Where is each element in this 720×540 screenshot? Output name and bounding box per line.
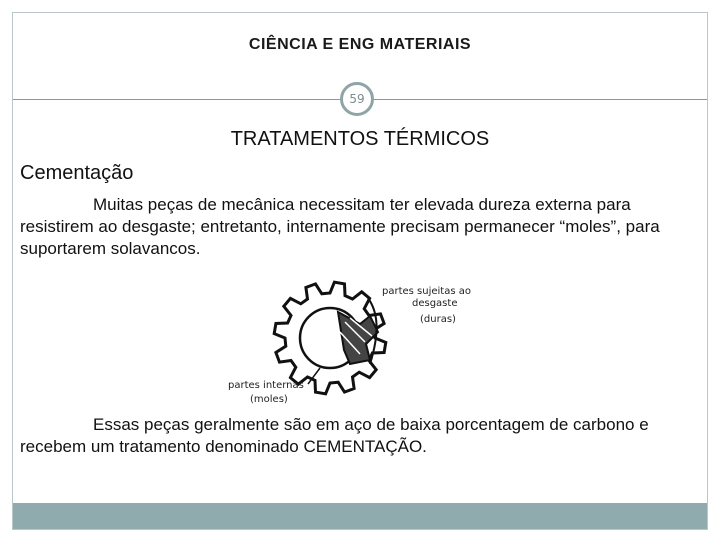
subtitle: Cementação [20, 162, 134, 184]
paragraph-2-text: Essas peças geralmente são em aço de baixa porcentagem de carbono e recebem um tratamento denominado CEMENTAÇÃO. [20, 415, 649, 456]
label-external-2: desgaste [412, 298, 458, 309]
paragraph-2 [20, 414, 700, 458]
footer-bar [13, 503, 707, 529]
section-title: TRATAMENTOS TÉRMICOS [230, 128, 490, 150]
page-number: 59 [349, 92, 365, 106]
page-number-badge [340, 82, 374, 116]
label-external-3: (duras) [420, 314, 456, 325]
label-external-1: partes sujeitas ao [382, 286, 471, 297]
gear-diagram [220, 272, 500, 412]
label-internal-2: (moles) [250, 394, 288, 405]
header-title: CIÊNCIA E ENG MATERIAIS [248, 36, 472, 53]
paragraph-1-text: Muitas peças de mecânica necessitam ter elevada dureza externa para resistirem ao desgaste; entretanto, internamente precisam permanecer “moles”, para suportarem solavancos. [20, 195, 660, 258]
label-internal-1: partes internas [228, 380, 304, 391]
gear-illustration [274, 282, 386, 394]
paragraph-1 [20, 194, 700, 260]
